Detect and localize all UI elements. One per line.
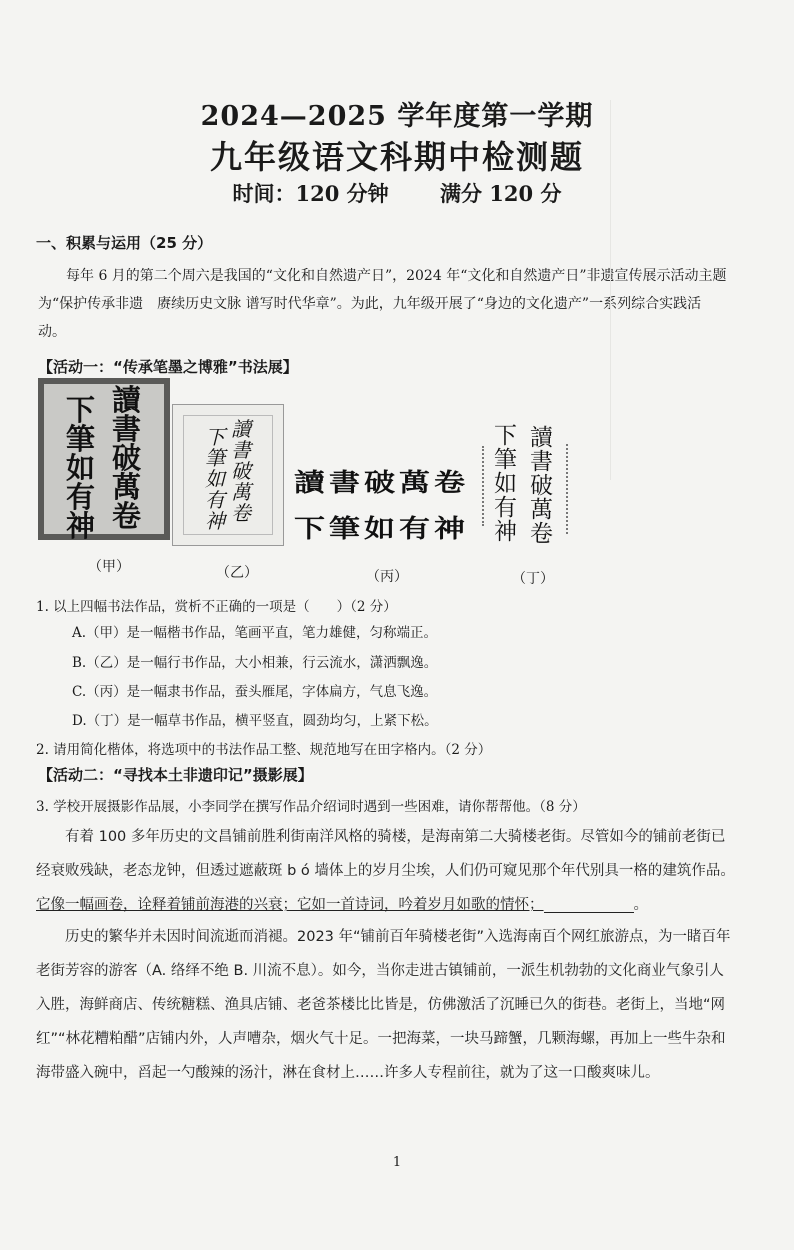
calligraphy-ding-inscription: [482, 446, 487, 526]
activity1-title: 【活动一：“传承笔墨之博雅”书法展】: [38, 358, 298, 376]
exam-time: 时间：120 分钟: [232, 181, 389, 206]
activity2-title: 【活动二：“寻找本土非遗印记”摄影展】: [38, 766, 313, 784]
passage-p1-text: 有着 100 多年历史的文昌铺前胜利街南洋风格的骑楼，是海南第二大骑楼老街。尽管如今的铺前老街已经衰败残缺，老态龙钟，但透过遮蔽斑 b ó 墙体上的岁月尘埃，人们仍可窥见那个年代别具一格的建筑作品。: [36, 829, 735, 879]
passage-paragraph-2: 历史的繁华并未因时间流逝而消褪。2023 年“铺前百年骑楼老街”入选海南百个网红旅游点，为一睹百年老街芳容的游客（A. 络绎不绝 B. 川流不息）。如今，当你走进古镇铺前，一派生机勃勃的文化商业气象引人入胜，海鲜商店、传统糖糕、渔具店铺、老爸茶楼比比皆是，仿佛激活了沉睡已久的街巷。老街上，当地“网红”“林花糟粕醋”店铺内外，人声嘈杂，烟火气十足。一把海菜，一块马蹄蟹，几颗海螺，再加上一些牛杂和海带盛入碗中，舀起一勺酸辣的汤汁，淋在食材上……许多人专程前往，就为了这一口酸爽味儿。: [36, 929, 731, 1081]
question-2-stem: 2. 请用简化楷体，将选项中的书法作品工整、规范地写在田字格内。（2 分）: [36, 742, 492, 758]
caption-bing: （丙）: [366, 569, 408, 585]
page-number: 1: [392, 1155, 402, 1170]
calligraphy-bing-row2: 下筆如有神: [294, 514, 469, 544]
question-1-option-c: C.（丙）是一幅隶书作品，蚕头雁尾，字体扁方，气息飞逸。: [72, 684, 438, 700]
intro-paragraph: 每年 6 月的第二个周六是我国的“文化和自然遗产日”，2024 年“文化和自然遗产日”非遗宣传展示活动主题为“保护传承非遗 赓续历史文脉 谱写时代华章”。为此，九年级开展了“身边的文化遗产”一系列综合实践活动。: [38, 268, 727, 340]
bleed-through-mark: [610, 100, 761, 480]
calligraphy-jia-col2: 下筆如有神: [66, 393, 96, 540]
passage-p1-end: 。: [633, 897, 648, 913]
question-1-stem: 1. 以上四幅书法作品，赏析不正确的一项是（ ）（2 分）: [36, 599, 397, 615]
caption-jia: （甲）: [88, 559, 130, 575]
answer-blank[interactable]: [544, 898, 634, 913]
calligraphy-yi-image: [172, 404, 284, 546]
passage-p1-underlined: 它像一幅画卷，诠释着铺前海港的兴衰；它如一首诗词，吟着岁月如歌的情怀；: [36, 897, 544, 913]
caption-yi: （乙）: [216, 565, 258, 581]
calligraphy-bing-row1: 讀書破萬卷: [294, 468, 469, 498]
calligraphy-jia-col1: 讀書破萬卷: [112, 383, 142, 533]
calligraphy-ding-seal-text: [566, 444, 571, 534]
calligraphy-ding-col1: 讀書破萬卷: [530, 425, 553, 547]
question-1-option-a: A.（甲）是一幅楷书作品，笔画平直，笔力雄健，匀称端正。: [72, 625, 438, 641]
calligraphy-ding-col2: 下筆如有神: [494, 423, 517, 545]
question-1-option-d: D.（丁）是一幅草书作品，横平竖直，圆劲均匀，上紧下松。: [72, 713, 438, 729]
section-title: 一、积累与运用（25 分）: [36, 234, 213, 252]
calligraphy-yi-col2: 下筆如有神: [205, 425, 225, 533]
exam-year-title: 2024—2025 学年度第一学期: [200, 101, 594, 132]
passage-paragraph-1: [36, 820, 736, 922]
calligraphy-yi-col1: 讀書破萬卷: [231, 417, 251, 525]
caption-ding: （丁）: [512, 571, 554, 587]
exam-main-title: 九年级语文科期中检测题: [209, 138, 584, 176]
question-3-stem: 3. 学校开展摄影作品展，小李同学在撰写作品介绍词时遇到一些困难，请你帮帮他。（8 分）: [36, 799, 586, 815]
question-1-option-b: B.（乙）是一幅行书作品，大小相兼，行云流水，潇洒飘逸。: [72, 655, 438, 671]
exam-score: 满分 120 分: [440, 181, 562, 206]
calligraphy-jia-image: [38, 378, 170, 540]
